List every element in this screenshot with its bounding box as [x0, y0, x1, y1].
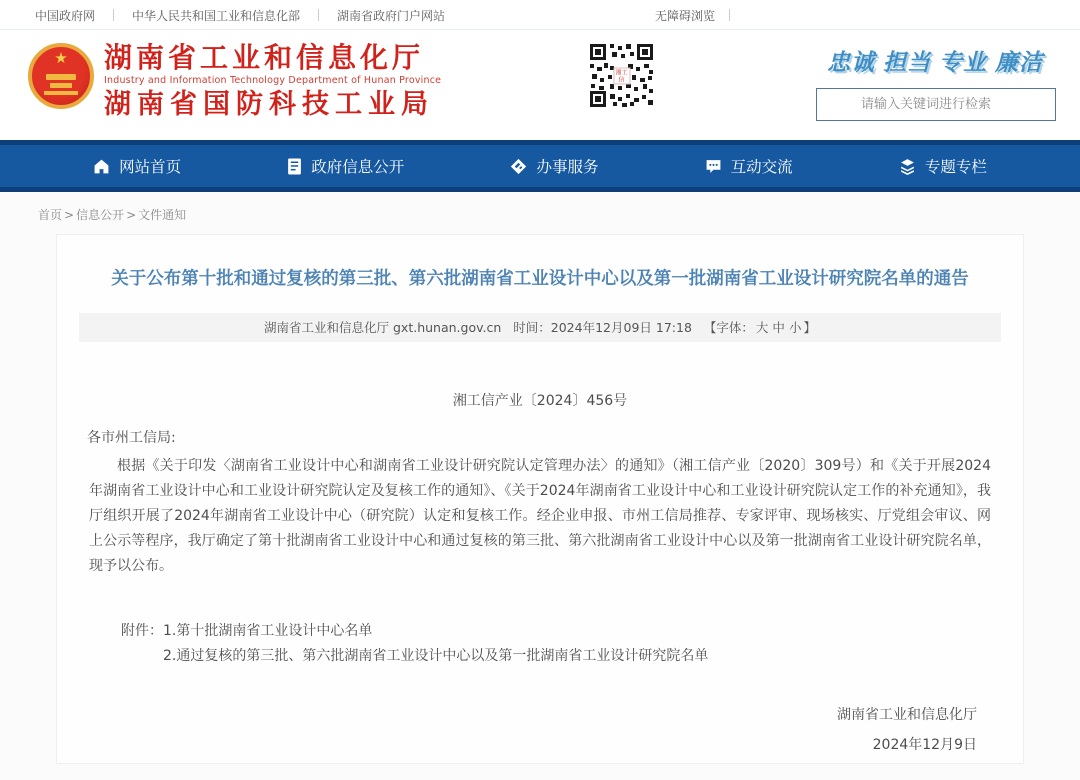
site-title-block	[104, 42, 504, 123]
site-title: 湖南省工业和信息化厅	[104, 41, 425, 74]
attachment-link-1[interactable]: 1.第十批湖南省工业设计中心名单	[163, 623, 373, 639]
star-icon: ★	[54, 49, 68, 67]
nav-item-home[interactable]	[93, 155, 181, 177]
nav-label: 专题专栏	[924, 158, 987, 176]
emblem-circle	[28, 43, 94, 109]
attachment-link-2[interactable]: 2.通过复核的第三批、第六批湖南省工业设计中心以及第一批湖南省工业设计研究院名单	[163, 648, 709, 664]
font-size-large[interactable]: 大	[755, 320, 769, 335]
nav-item-info-disclosure[interactable]	[287, 155, 404, 177]
chat-bubble-icon	[705, 158, 722, 175]
site-header	[0, 30, 1080, 140]
qr-center-label: 湘工信	[613, 67, 630, 84]
gate-shape	[44, 91, 78, 95]
article-paragraph: 根据《关于印发〈湖南省工业设计中心和湖南省工业设计研究院认定管理办法〉的通知》（湘工信产业〔2020〕309号）和《关于开展2024年湖南省工业设计中心和工业设计研究院认定及复核工作的通知》、《关于2024年湖南省工业设计中心和工业设计研究院认定工作的补充通知》，我厅组织开展了2024年湖南省工业设计中心（研究院）认定和复核工作。经企业申报、市州工信局推荐、专家评审、现场核实、厅党组会审议、网上公示等程序，我厅确定了第十批湖南省工业设计中心和通过复核的第三批、第六批湖南省工业设计中心以及第一批湖南省工业设计研究院名单，现予以公布。	[89, 458, 991, 574]
article-body	[57, 390, 1023, 753]
document-number: 湘工信产业〔2024〕456号	[452, 393, 628, 409]
signature-org: 湖南省工业和信息化厅	[837, 707, 977, 723]
government-links	[35, 0, 463, 30]
article-time: 时间：2024年12月09日 17:18	[513, 320, 692, 335]
article-source: 湖南省工业和信息化厅 gxt.hunan.gov.cn	[264, 320, 502, 335]
link-china-gov[interactable]: 中国政府网	[35, 8, 96, 23]
accessibility-link[interactable]: 无障碍浏览	[655, 8, 716, 23]
salutation: 各市州工信局:	[87, 430, 176, 446]
gate-shape	[46, 74, 76, 80]
home-icon	[93, 158, 110, 175]
breadcrumb-info-disclosure[interactable]: 信息公开	[76, 208, 125, 222]
handshake-diamond-icon	[510, 158, 527, 175]
font-size-small[interactable]: 小	[788, 320, 802, 335]
site-subtitle: 湖南省国防科技工业局	[104, 89, 434, 120]
link-miit[interactable]: 中华人民共和国工业和信息化部	[132, 8, 301, 23]
layers-icon	[899, 158, 916, 175]
nav-item-services[interactable]	[510, 155, 598, 177]
nav-item-interaction[interactable]	[705, 155, 793, 177]
attachment-line-2	[121, 644, 1023, 669]
accessibility-area	[655, 0, 730, 30]
attachment-line-1	[121, 619, 1023, 644]
qr-code	[588, 42, 655, 109]
site-search	[816, 88, 1056, 121]
document-icon	[287, 158, 302, 175]
article-title: 关于公布第十批和通过复核的第三批、第六批湖南省工业设计中心以及第一批湖南省工业设计研究院名单的通告	[111, 269, 969, 289]
article-card	[56, 234, 1024, 764]
national-emblem-logo	[28, 43, 96, 115]
slogan-word: 担当	[883, 50, 931, 76]
link-hunan-gov[interactable]: 湖南省政府门户网站	[337, 8, 446, 23]
breadcrumb-separator: >	[126, 208, 137, 222]
main-navigation	[0, 140, 1080, 192]
nav-item-special-columns[interactable]	[899, 155, 987, 177]
breadcrumb	[38, 206, 1080, 226]
breadcrumb-separator: >	[64, 208, 75, 222]
attachments	[57, 619, 1023, 669]
site-title-english: Industry and Information Technology Department of Hunan Province	[104, 75, 442, 86]
nav-label: 办事服务	[536, 158, 599, 176]
search-input[interactable]	[817, 89, 1055, 120]
divider	[729, 9, 730, 21]
font-size-medium[interactable]: 中	[772, 320, 785, 335]
signature-date: 2024年12月9日	[872, 737, 977, 753]
font-size-label-close: 】	[803, 320, 816, 335]
signature-block	[837, 700, 977, 760]
article-meta-bar	[79, 313, 1001, 342]
top-link-bar	[0, 0, 1080, 30]
gate-shape	[50, 83, 72, 88]
font-size-label: 【字体：	[703, 320, 754, 335]
breadcrumb-home[interactable]: 首页	[38, 208, 63, 222]
slogan-word: 忠诚	[827, 50, 875, 76]
nav-label: 互动交流	[730, 158, 793, 176]
attachment-label: 附件：	[121, 623, 163, 639]
nav-label: 网站首页	[119, 158, 182, 176]
slogan-word: 廉洁	[995, 50, 1043, 76]
slogan-word: 专业	[939, 50, 987, 76]
nav-label: 政府信息公开	[311, 158, 405, 176]
slogan	[810, 44, 1060, 77]
breadcrumb-file-notice[interactable]: 文件通知	[138, 208, 187, 222]
